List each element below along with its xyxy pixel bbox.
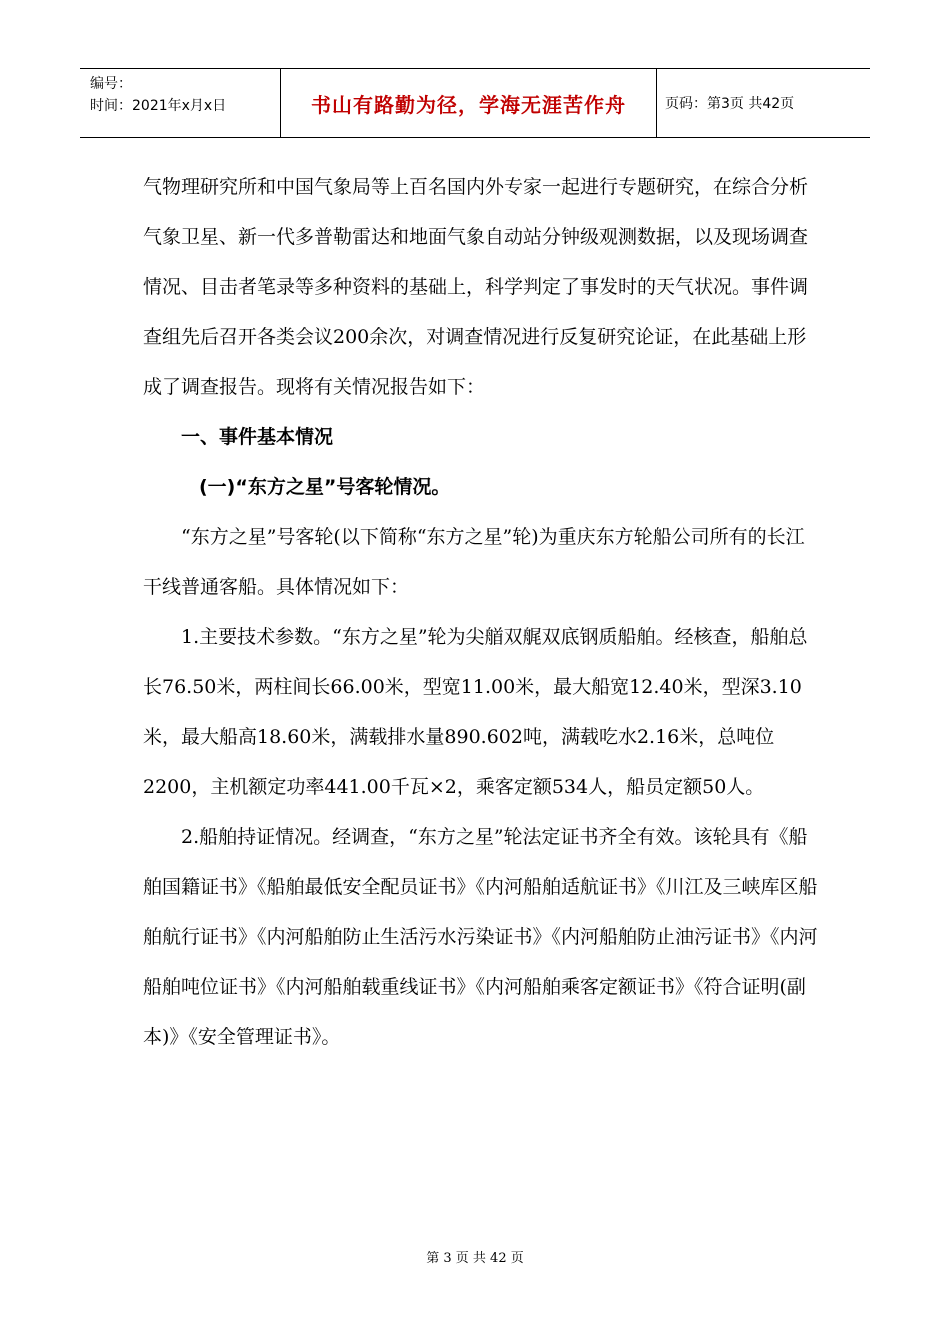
paragraph-2: “东方之星”号客轮(以下简称“东方之星”轮)为重庆东方轮船公司所有的长江干线普通客船。具体情况如下： — [143, 526, 805, 598]
page-info: 页码：第3页 共42页 — [665, 96, 795, 112]
page-footer: 第 3 页 共 42 页 — [426, 1251, 524, 1266]
header-motto-cell — [281, 69, 657, 137]
header-meta-cell — [80, 69, 281, 137]
paragraph-1: 气物理研究所和中国气象局等上百名国内外专家一起进行专题研究，在综合分析气象卫星、新一代多普勒雷达和地面气象自动站分钟级观测数据，以及现场调查情况、目击者笔录等多种资料的基础上，科学判定了事发时的天气状况。事件调查组先后召开各类会议200余次，对调查情况进行反复研究论证，在此基础上形成了调查报告。现将有关情况报告如下： — [143, 176, 809, 398]
subsection-heading: (一)“东方之星”号客轮情况。 — [199, 476, 451, 498]
paragraph-4: 2.船舶持证情况。经调查，“东方之星”轮法定证书齐全有效。该轮具有《船舶国籍证书》《船舶最低安全配员证书》《内河船舶适航证书》《川江及三峡库区船舶航行证书》《内河船舶防止生活污水污染证书》《内河船舶防止油污证书》《内河船舶吨位证书》《内河船舶载重线证书》《内河船舶乘客定额证书》《符合证明(副本)》《安全管理证书》。 — [143, 826, 818, 1048]
header-page-cell — [657, 69, 870, 137]
section-heading: 一、事件基本情况 — [181, 426, 334, 448]
time-label: 时间：2021年x月x日 — [90, 98, 227, 114]
number-label: 编号： — [90, 76, 132, 92]
document-header — [80, 68, 870, 138]
document-body — [143, 162, 823, 1062]
paragraph-3: 1.主要技术参数。“东方之星”轮为尖艏双艉双底钢质船舶。经核查，船舶总长76.50米，两柱间长66.00米，型宽11.00米，最大船宽12.40米，型深3.10米，最大船高18.60米，满载排水量890.602吨，满载吃水2.16米，总吨位2200，主机额定功率441.00千瓦×2，乘客定额534人，船员定额50人。 — [143, 626, 808, 798]
motto-text: 书山有路勤为径，学海无涯苦作舟 — [311, 92, 626, 117]
